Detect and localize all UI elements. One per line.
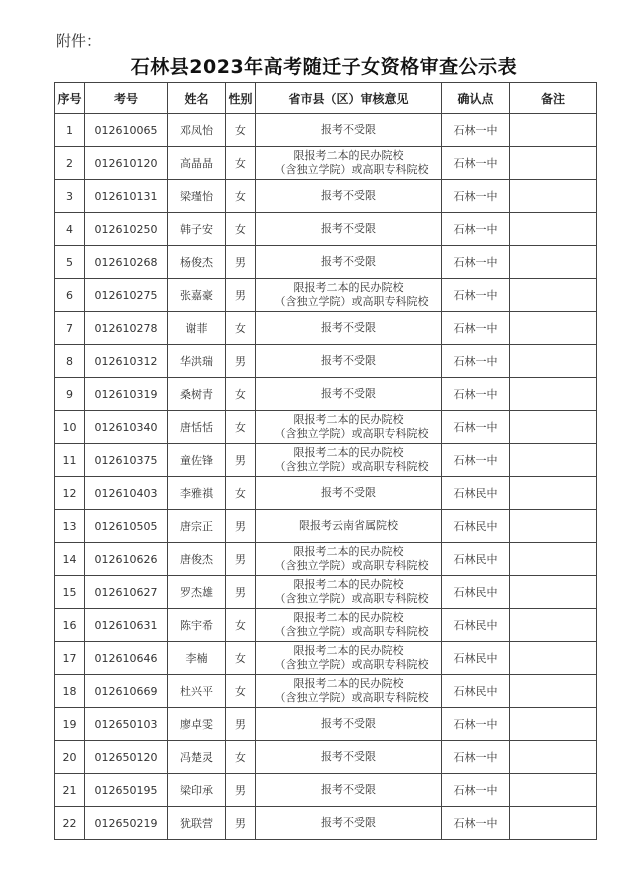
cell-seq: 10: [55, 411, 85, 444]
cell-confirm-point: 石林民中: [442, 477, 510, 510]
opinion-line: 限报考二本的民办院校: [293, 281, 404, 294]
cell-gender: 女: [226, 180, 256, 213]
cell-seq: 1: [55, 114, 85, 147]
cell-opinion: [256, 675, 442, 708]
cell-opinion: [256, 543, 442, 576]
cell-seq: 8: [55, 345, 85, 378]
cell-opinion: [256, 213, 442, 246]
cell-seq: 15: [55, 576, 85, 609]
table-row: [55, 708, 597, 741]
cell-seq: 2: [55, 147, 85, 180]
cell-gender: 男: [226, 510, 256, 543]
cell-confirm-point: 石林一中: [442, 312, 510, 345]
opinion-line: 限报考二本的民办院校: [293, 446, 404, 459]
cell-remarks: [510, 114, 597, 147]
cell-name: 罗杰雄: [168, 576, 226, 609]
table-row: [55, 345, 597, 378]
cell-exam-no: 012610340: [85, 411, 168, 444]
opinion-line: 报考不受限: [321, 717, 376, 730]
cell-exam-no: 012610631: [85, 609, 168, 642]
cell-name: 韩子安: [168, 213, 226, 246]
cell-confirm-point: 石林民中: [442, 543, 510, 576]
opinion-line: 限报考二本的民办院校: [293, 413, 404, 426]
cell-name: 唐俊杰: [168, 543, 226, 576]
header-row: [55, 83, 597, 114]
attachment-label: 附件：: [56, 32, 102, 50]
header-name: 姓名: [168, 83, 226, 114]
cell-gender: 女: [226, 312, 256, 345]
header-opinion: 省市县（区）审核意见: [256, 83, 442, 114]
cell-confirm-point: 石林民中: [442, 642, 510, 675]
cell-name: 桑树青: [168, 378, 226, 411]
cell-opinion: [256, 246, 442, 279]
cell-name: 邓凤怡: [168, 114, 226, 147]
table-row: [55, 213, 597, 246]
cell-seq: 13: [55, 510, 85, 543]
cell-gender: 男: [226, 444, 256, 477]
cell-confirm-point: 石林一中: [442, 444, 510, 477]
cell-opinion: [256, 807, 442, 840]
cell-opinion: [256, 708, 442, 741]
table-row: [55, 807, 597, 840]
cell-remarks: [510, 411, 597, 444]
opinion-line: 报考不受限: [321, 486, 376, 499]
opinion-line: （含独立学院）或高职专科院校: [274, 592, 429, 605]
table-row: [55, 576, 597, 609]
cell-seq: 12: [55, 477, 85, 510]
opinion-line: 限报考二本的民办院校: [293, 545, 404, 558]
cell-gender: 女: [226, 213, 256, 246]
cell-name: 陈宇希: [168, 609, 226, 642]
opinion-line: （含独立学院）或高职专科院校: [274, 625, 429, 638]
table-body: [55, 114, 597, 840]
cell-remarks: [510, 345, 597, 378]
cell-gender: 男: [226, 807, 256, 840]
cell-exam-no: 012610275: [85, 279, 168, 312]
table-row: [55, 378, 597, 411]
cell-exam-no: 012610375: [85, 444, 168, 477]
table-row: [55, 180, 597, 213]
header-remarks: 备注: [510, 83, 597, 114]
table-row: [55, 510, 597, 543]
cell-remarks: [510, 147, 597, 180]
opinion-line: 限报考云南省属院校: [299, 519, 398, 532]
table-row: [55, 609, 597, 642]
opinion-line: 限报考二本的民办院校: [293, 149, 404, 162]
cell-remarks: [510, 576, 597, 609]
cell-name: 杨俊杰: [168, 246, 226, 279]
cell-opinion: [256, 477, 442, 510]
cell-opinion: [256, 741, 442, 774]
cell-gender: 女: [226, 477, 256, 510]
cell-remarks: [510, 807, 597, 840]
cell-seq: 9: [55, 378, 85, 411]
cell-confirm-point: 石林一中: [442, 774, 510, 807]
header-gender: 性别: [226, 83, 256, 114]
cell-seq: 22: [55, 807, 85, 840]
cell-exam-no: 012610131: [85, 180, 168, 213]
cell-seq: 4: [55, 213, 85, 246]
cell-seq: 21: [55, 774, 85, 807]
cell-gender: 女: [226, 378, 256, 411]
cell-gender: 男: [226, 345, 256, 378]
cell-opinion: [256, 378, 442, 411]
cell-gender: 男: [226, 279, 256, 312]
cell-name: 唐宗正: [168, 510, 226, 543]
opinion-line: 报考不受限: [321, 750, 376, 763]
cell-exam-no: 012610250: [85, 213, 168, 246]
cell-name: 杜兴平: [168, 675, 226, 708]
review-table: [54, 82, 597, 840]
cell-name: 冯楚灵: [168, 741, 226, 774]
cell-exam-no: 012610120: [85, 147, 168, 180]
cell-remarks: [510, 642, 597, 675]
opinion-line: 报考不受限: [321, 123, 376, 136]
cell-gender: 女: [226, 114, 256, 147]
cell-exam-no: 012650120: [85, 741, 168, 774]
opinion-line: 报考不受限: [321, 354, 376, 367]
cell-confirm-point: 石林民中: [442, 675, 510, 708]
header-seq: 序号: [55, 83, 85, 114]
cell-gender: 女: [226, 609, 256, 642]
opinion-line: （含独立学院）或高职专科院校: [274, 295, 429, 308]
cell-name: 李楠: [168, 642, 226, 675]
cell-name: 张嘉豪: [168, 279, 226, 312]
cell-opinion: [256, 279, 442, 312]
cell-remarks: [510, 312, 597, 345]
cell-seq: 11: [55, 444, 85, 477]
cell-remarks: [510, 477, 597, 510]
cell-gender: 女: [226, 147, 256, 180]
opinion-line: 报考不受限: [321, 387, 376, 400]
header-confirm-point: 确认点: [442, 83, 510, 114]
opinion-line: （含独立学院）或高职专科院校: [274, 460, 429, 473]
table-row: [55, 477, 597, 510]
cell-opinion: [256, 642, 442, 675]
cell-remarks: [510, 675, 597, 708]
table-row: [55, 312, 597, 345]
cell-seq: 18: [55, 675, 85, 708]
cell-confirm-point: 石林一中: [442, 114, 510, 147]
cell-confirm-point: 石林一中: [442, 246, 510, 279]
opinion-line: 限报考二本的民办院校: [293, 578, 404, 591]
cell-remarks: [510, 378, 597, 411]
cell-remarks: [510, 708, 597, 741]
cell-name: 唐恬恬: [168, 411, 226, 444]
cell-confirm-point: 石林一中: [442, 147, 510, 180]
cell-seq: 6: [55, 279, 85, 312]
opinion-line: 报考不受限: [321, 783, 376, 796]
cell-remarks: [510, 444, 597, 477]
cell-remarks: [510, 180, 597, 213]
cell-gender: 男: [226, 576, 256, 609]
cell-exam-no: 012650195: [85, 774, 168, 807]
opinion-line: 报考不受限: [321, 222, 376, 235]
cell-exam-no: 012610312: [85, 345, 168, 378]
cell-opinion: [256, 114, 442, 147]
header-exam-no: 考号: [85, 83, 168, 114]
cell-confirm-point: 石林一中: [442, 708, 510, 741]
cell-seq: 3: [55, 180, 85, 213]
cell-opinion: [256, 147, 442, 180]
opinion-line: （含独立学院）或高职专科院校: [274, 559, 429, 572]
cell-gender: 男: [226, 543, 256, 576]
cell-confirm-point: 石林民中: [442, 576, 510, 609]
cell-seq: 16: [55, 609, 85, 642]
table-row: [55, 444, 597, 477]
opinion-line: 限报考二本的民办院校: [293, 611, 404, 624]
cell-opinion: [256, 312, 442, 345]
opinion-line: 报考不受限: [321, 816, 376, 829]
cell-remarks: [510, 741, 597, 774]
opinion-line: 报考不受限: [321, 255, 376, 268]
cell-gender: 女: [226, 642, 256, 675]
document-title: 石林县2023年高考随迁子女资格审查公示表: [130, 56, 518, 78]
cell-confirm-point: 石林一中: [442, 345, 510, 378]
cell-remarks: [510, 774, 597, 807]
table-row: [55, 246, 597, 279]
cell-seq: 7: [55, 312, 85, 345]
opinion-line: 限报考二本的民办院校: [293, 677, 404, 690]
cell-gender: 女: [226, 411, 256, 444]
cell-confirm-point: 石林民中: [442, 510, 510, 543]
cell-confirm-point: 石林民中: [442, 609, 510, 642]
cell-exam-no: 012610268: [85, 246, 168, 279]
cell-name: 梁瑾怡: [168, 180, 226, 213]
cell-seq: 14: [55, 543, 85, 576]
cell-confirm-point: 石林一中: [442, 180, 510, 213]
cell-exam-no: 012610669: [85, 675, 168, 708]
cell-exam-no: 012610065: [85, 114, 168, 147]
cell-name: 童佐锋: [168, 444, 226, 477]
table-row: [55, 114, 597, 147]
cell-seq: 20: [55, 741, 85, 774]
cell-name: 廖卓雯: [168, 708, 226, 741]
cell-remarks: [510, 213, 597, 246]
cell-confirm-point: 石林一中: [442, 213, 510, 246]
cell-name: 高晶晶: [168, 147, 226, 180]
cell-exam-no: 012610278: [85, 312, 168, 345]
table-row: [55, 279, 597, 312]
cell-remarks: [510, 543, 597, 576]
opinion-line: （含独立学院）或高职专科院校: [274, 163, 429, 176]
cell-name: 梁印承: [168, 774, 226, 807]
cell-opinion: [256, 444, 442, 477]
cell-name: 犹联营: [168, 807, 226, 840]
cell-confirm-point: 石林一中: [442, 378, 510, 411]
cell-exam-no: 012610626: [85, 543, 168, 576]
cell-exam-no: 012610627: [85, 576, 168, 609]
cell-exam-no: 012610319: [85, 378, 168, 411]
cell-confirm-point: 石林一中: [442, 741, 510, 774]
cell-opinion: [256, 411, 442, 444]
cell-confirm-point: 石林一中: [442, 411, 510, 444]
opinion-line: （含独立学院）或高职专科院校: [274, 427, 429, 440]
cell-remarks: [510, 246, 597, 279]
table-row: [55, 543, 597, 576]
table-row: [55, 147, 597, 180]
table-row: [55, 411, 597, 444]
opinion-line: （含独立学院）或高职专科院校: [274, 658, 429, 671]
cell-seq: 19: [55, 708, 85, 741]
cell-gender: 女: [226, 675, 256, 708]
cell-exam-no: 012610403: [85, 477, 168, 510]
opinion-line: 报考不受限: [321, 321, 376, 334]
opinion-line: 报考不受限: [321, 189, 376, 202]
cell-name: 李雅祺: [168, 477, 226, 510]
cell-opinion: [256, 180, 442, 213]
cell-remarks: [510, 279, 597, 312]
cell-name: 谢菲: [168, 312, 226, 345]
cell-remarks: [510, 609, 597, 642]
table-row: [55, 642, 597, 675]
cell-opinion: [256, 345, 442, 378]
table-row: [55, 675, 597, 708]
cell-gender: 男: [226, 708, 256, 741]
opinion-line: （含独立学院）或高职专科院校: [274, 691, 429, 704]
opinion-line: 限报考二本的民办院校: [293, 644, 404, 657]
cell-seq: 5: [55, 246, 85, 279]
table-row: [55, 774, 597, 807]
cell-opinion: [256, 576, 442, 609]
cell-gender: 男: [226, 774, 256, 807]
cell-seq: 17: [55, 642, 85, 675]
cell-opinion: [256, 510, 442, 543]
table-row: [55, 741, 597, 774]
cell-confirm-point: 石林一中: [442, 807, 510, 840]
cell-opinion: [256, 609, 442, 642]
cell-remarks: [510, 510, 597, 543]
cell-gender: 女: [226, 741, 256, 774]
cell-exam-no: 012610646: [85, 642, 168, 675]
cell-exam-no: 012650219: [85, 807, 168, 840]
cell-exam-no: 012610505: [85, 510, 168, 543]
cell-opinion: [256, 774, 442, 807]
cell-confirm-point: 石林一中: [442, 279, 510, 312]
cell-gender: 男: [226, 246, 256, 279]
cell-name: 华洪瑞: [168, 345, 226, 378]
cell-exam-no: 012650103: [85, 708, 168, 741]
